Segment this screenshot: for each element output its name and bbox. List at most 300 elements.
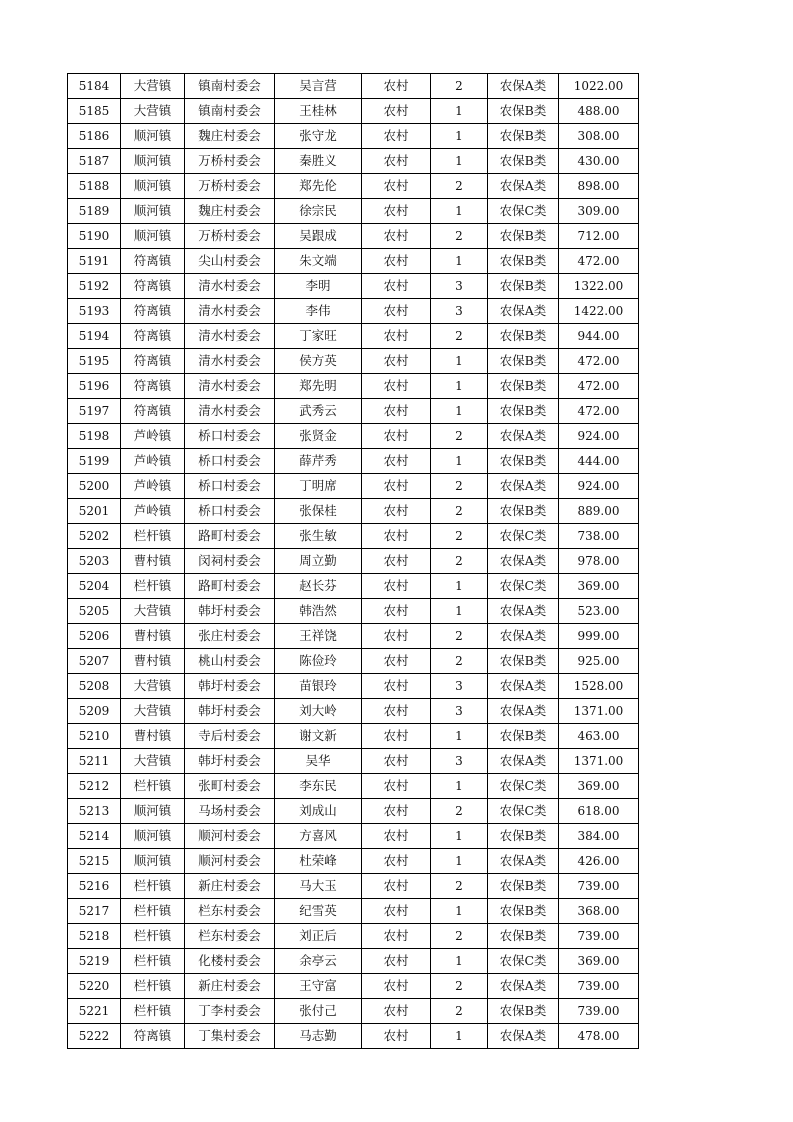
insurance-category-cell: 农保A类 [488, 1024, 559, 1049]
member-count-cell: 1 [431, 374, 488, 399]
name-cell: 刘成山 [275, 799, 362, 824]
name-cell: 吴华 [275, 749, 362, 774]
serial-number-cell: 5192 [68, 274, 121, 299]
name-cell: 方喜风 [275, 824, 362, 849]
town-cell: 顺河镇 [121, 149, 185, 174]
serial-number-cell: 5184 [68, 74, 121, 99]
village-committee-cell: 魏庄村委会 [185, 124, 275, 149]
village-committee-cell: 桃山村委会 [185, 649, 275, 674]
town-cell: 符离镇 [121, 324, 185, 349]
serial-number-cell: 5187 [68, 149, 121, 174]
member-count-cell: 2 [431, 799, 488, 824]
household-type-cell: 农村 [362, 199, 431, 224]
town-cell: 顺河镇 [121, 824, 185, 849]
table-row [68, 749, 639, 774]
table-row [68, 299, 639, 324]
name-cell: 马大玉 [275, 874, 362, 899]
town-cell: 顺河镇 [121, 799, 185, 824]
village-committee-cell: 镇南村委会 [185, 74, 275, 99]
town-cell: 大营镇 [121, 699, 185, 724]
amount-cell: 1371.00 [559, 699, 639, 724]
insurance-category-cell: 农保B类 [488, 124, 559, 149]
serial-number-cell: 5219 [68, 949, 121, 974]
village-committee-cell: 栏东村委会 [185, 924, 275, 949]
town-cell: 符离镇 [121, 399, 185, 424]
village-committee-cell: 桥口村委会 [185, 449, 275, 474]
town-cell: 栏杆镇 [121, 949, 185, 974]
town-cell: 大营镇 [121, 74, 185, 99]
insurance-category-cell: 农保B类 [488, 99, 559, 124]
table-row [68, 374, 639, 399]
serial-number-cell: 5218 [68, 924, 121, 949]
town-cell: 芦岭镇 [121, 474, 185, 499]
household-type-cell: 农村 [362, 674, 431, 699]
name-cell: 王守富 [275, 974, 362, 999]
serial-number-cell: 5210 [68, 724, 121, 749]
household-type-cell: 农村 [362, 849, 431, 874]
household-type-cell: 农村 [362, 974, 431, 999]
village-committee-cell: 魏庄村委会 [185, 199, 275, 224]
serial-number-cell: 5198 [68, 424, 121, 449]
table-row [68, 724, 639, 749]
table-row [68, 599, 639, 624]
amount-cell: 309.00 [559, 199, 639, 224]
serial-number-cell: 5220 [68, 974, 121, 999]
amount-cell: 739.00 [559, 999, 639, 1024]
insurance-category-cell: 农保A类 [488, 849, 559, 874]
household-type-cell: 农村 [362, 374, 431, 399]
household-type-cell: 农村 [362, 949, 431, 974]
amount-cell: 739.00 [559, 924, 639, 949]
amount-cell: 1422.00 [559, 299, 639, 324]
serial-number-cell: 5195 [68, 349, 121, 374]
town-cell: 栏杆镇 [121, 574, 185, 599]
amount-cell: 999.00 [559, 624, 639, 649]
town-cell: 大营镇 [121, 674, 185, 699]
town-cell: 符离镇 [121, 274, 185, 299]
name-cell: 秦胜义 [275, 149, 362, 174]
serial-number-cell: 5221 [68, 999, 121, 1024]
amount-cell: 368.00 [559, 899, 639, 924]
member-count-cell: 3 [431, 674, 488, 699]
village-committee-cell: 寺后村委会 [185, 724, 275, 749]
amount-cell: 925.00 [559, 649, 639, 674]
household-type-cell: 农村 [362, 799, 431, 824]
serial-number-cell: 5215 [68, 849, 121, 874]
town-cell: 栏杆镇 [121, 924, 185, 949]
amount-cell: 889.00 [559, 499, 639, 524]
name-cell: 周立勤 [275, 549, 362, 574]
serial-number-cell: 5200 [68, 474, 121, 499]
records-table-body [68, 74, 639, 1049]
member-count-cell: 2 [431, 649, 488, 674]
table-row [68, 549, 639, 574]
insurance-category-cell: 农保A类 [488, 549, 559, 574]
serial-number-cell: 5208 [68, 674, 121, 699]
insurance-category-cell: 农保B类 [488, 724, 559, 749]
household-type-cell: 农村 [362, 449, 431, 474]
serial-number-cell: 5217 [68, 899, 121, 924]
insurance-category-cell: 农保C类 [488, 574, 559, 599]
table-row [68, 674, 639, 699]
insurance-category-cell: 农保B类 [488, 349, 559, 374]
town-cell: 顺河镇 [121, 199, 185, 224]
member-count-cell: 2 [431, 224, 488, 249]
village-committee-cell: 桥口村委会 [185, 499, 275, 524]
table-row [68, 349, 639, 374]
insurance-category-cell: 农保C类 [488, 799, 559, 824]
household-type-cell: 农村 [362, 424, 431, 449]
table-row [68, 949, 639, 974]
name-cell: 张守龙 [275, 124, 362, 149]
insurance-category-cell: 农保A类 [488, 749, 559, 774]
name-cell: 韩浩然 [275, 599, 362, 624]
table-row [68, 174, 639, 199]
insurance-category-cell: 农保B类 [488, 249, 559, 274]
town-cell: 芦岭镇 [121, 449, 185, 474]
name-cell: 王祥饶 [275, 624, 362, 649]
table-row [68, 499, 639, 524]
household-type-cell: 农村 [362, 699, 431, 724]
town-cell: 栏杆镇 [121, 974, 185, 999]
serial-number-cell: 5202 [68, 524, 121, 549]
name-cell: 余亭云 [275, 949, 362, 974]
village-committee-cell: 清水村委会 [185, 324, 275, 349]
household-type-cell: 农村 [362, 99, 431, 124]
household-type-cell: 农村 [362, 624, 431, 649]
insurance-category-cell: 农保A类 [488, 424, 559, 449]
table-row [68, 249, 639, 274]
member-count-cell: 1 [431, 724, 488, 749]
member-count-cell: 2 [431, 324, 488, 349]
household-type-cell: 农村 [362, 349, 431, 374]
amount-cell: 472.00 [559, 249, 639, 274]
insurance-category-cell: 农保A类 [488, 699, 559, 724]
member-count-cell: 3 [431, 749, 488, 774]
table-row [68, 799, 639, 824]
member-count-cell: 3 [431, 699, 488, 724]
amount-cell: 472.00 [559, 374, 639, 399]
serial-number-cell: 5194 [68, 324, 121, 349]
insurance-category-cell: 农保B类 [488, 449, 559, 474]
household-type-cell: 农村 [362, 999, 431, 1024]
member-count-cell: 1 [431, 199, 488, 224]
amount-cell: 478.00 [559, 1024, 639, 1049]
serial-number-cell: 5186 [68, 124, 121, 149]
name-cell: 李明 [275, 274, 362, 299]
village-committee-cell: 张庄村委会 [185, 624, 275, 649]
member-count-cell: 1 [431, 349, 488, 374]
table-row [68, 999, 639, 1024]
member-count-cell: 2 [431, 974, 488, 999]
amount-cell: 472.00 [559, 399, 639, 424]
member-count-cell: 2 [431, 474, 488, 499]
member-count-cell: 2 [431, 174, 488, 199]
household-type-cell: 农村 [362, 924, 431, 949]
insurance-category-cell: 农保B类 [488, 499, 559, 524]
member-count-cell: 1 [431, 574, 488, 599]
serial-number-cell: 5204 [68, 574, 121, 599]
amount-cell: 924.00 [559, 424, 639, 449]
insurance-category-cell: 农保B类 [488, 224, 559, 249]
village-committee-cell: 新庄村委会 [185, 874, 275, 899]
insurance-category-cell: 农保C类 [488, 774, 559, 799]
serial-number-cell: 5222 [68, 1024, 121, 1049]
table-row [68, 124, 639, 149]
village-committee-cell: 万桥村委会 [185, 149, 275, 174]
amount-cell: 898.00 [559, 174, 639, 199]
table-row [68, 924, 639, 949]
town-cell: 曹村镇 [121, 649, 185, 674]
village-committee-cell: 顺河村委会 [185, 849, 275, 874]
serial-number-cell: 5196 [68, 374, 121, 399]
town-cell: 栏杆镇 [121, 874, 185, 899]
serial-number-cell: 5190 [68, 224, 121, 249]
serial-number-cell: 5213 [68, 799, 121, 824]
amount-cell: 739.00 [559, 874, 639, 899]
table-row [68, 1024, 639, 1049]
household-type-cell: 农村 [362, 549, 431, 574]
name-cell: 吴跟成 [275, 224, 362, 249]
amount-cell: 944.00 [559, 324, 639, 349]
name-cell: 刘正后 [275, 924, 362, 949]
village-committee-cell: 尖山村委会 [185, 249, 275, 274]
name-cell: 赵长芬 [275, 574, 362, 599]
table-row [68, 474, 639, 499]
member-count-cell: 2 [431, 499, 488, 524]
member-count-cell: 3 [431, 274, 488, 299]
insurance-category-cell: 农保B类 [488, 399, 559, 424]
serial-number-cell: 5188 [68, 174, 121, 199]
member-count-cell: 1 [431, 399, 488, 424]
household-type-cell: 农村 [362, 324, 431, 349]
serial-number-cell: 5193 [68, 299, 121, 324]
town-cell: 栏杆镇 [121, 899, 185, 924]
name-cell: 谢文新 [275, 724, 362, 749]
insurance-category-cell: 农保B类 [488, 649, 559, 674]
household-type-cell: 农村 [362, 474, 431, 499]
village-committee-cell: 清水村委会 [185, 299, 275, 324]
member-count-cell: 1 [431, 899, 488, 924]
member-count-cell: 2 [431, 524, 488, 549]
amount-cell: 738.00 [559, 524, 639, 549]
town-cell: 符离镇 [121, 1024, 185, 1049]
name-cell: 徐宗民 [275, 199, 362, 224]
village-committee-cell: 顺河村委会 [185, 824, 275, 849]
amount-cell: 523.00 [559, 599, 639, 624]
household-type-cell: 农村 [362, 499, 431, 524]
household-type-cell: 农村 [362, 899, 431, 924]
amount-cell: 308.00 [559, 124, 639, 149]
amount-cell: 444.00 [559, 449, 639, 474]
serial-number-cell: 5207 [68, 649, 121, 674]
household-type-cell: 农村 [362, 574, 431, 599]
member-count-cell: 2 [431, 999, 488, 1024]
serial-number-cell: 5199 [68, 449, 121, 474]
town-cell: 符离镇 [121, 349, 185, 374]
village-committee-cell: 桥口村委会 [185, 424, 275, 449]
household-type-cell: 农村 [362, 1024, 431, 1049]
village-committee-cell: 韩圩村委会 [185, 699, 275, 724]
town-cell: 大营镇 [121, 599, 185, 624]
insurance-category-cell: 农保B类 [488, 899, 559, 924]
member-count-cell: 1 [431, 824, 488, 849]
village-committee-cell: 路町村委会 [185, 524, 275, 549]
table-row [68, 149, 639, 174]
insurance-category-cell: 农保B类 [488, 149, 559, 174]
village-committee-cell: 丁集村委会 [185, 1024, 275, 1049]
name-cell: 吴言营 [275, 74, 362, 99]
village-committee-cell: 桥口村委会 [185, 474, 275, 499]
amount-cell: 472.00 [559, 349, 639, 374]
serial-number-cell: 5216 [68, 874, 121, 899]
name-cell: 王桂林 [275, 99, 362, 124]
name-cell: 苗银玲 [275, 674, 362, 699]
household-type-cell: 农村 [362, 524, 431, 549]
village-committee-cell: 化楼村委会 [185, 949, 275, 974]
serial-number-cell: 5214 [68, 824, 121, 849]
town-cell: 曹村镇 [121, 624, 185, 649]
table-row [68, 399, 639, 424]
household-type-cell: 农村 [362, 249, 431, 274]
insurance-category-cell: 农保B类 [488, 924, 559, 949]
member-count-cell: 1 [431, 449, 488, 474]
town-cell: 符离镇 [121, 249, 185, 274]
member-count-cell: 1 [431, 1024, 488, 1049]
village-committee-cell: 韩圩村委会 [185, 674, 275, 699]
table-row [68, 774, 639, 799]
household-type-cell: 农村 [362, 649, 431, 674]
name-cell: 张贤金 [275, 424, 362, 449]
village-committee-cell: 清水村委会 [185, 374, 275, 399]
village-committee-cell: 清水村委会 [185, 349, 275, 374]
insurance-category-cell: 农保A类 [488, 299, 559, 324]
amount-cell: 618.00 [559, 799, 639, 824]
village-committee-cell: 马场村委会 [185, 799, 275, 824]
town-cell: 栏杆镇 [121, 999, 185, 1024]
member-count-cell: 1 [431, 99, 488, 124]
serial-number-cell: 5201 [68, 499, 121, 524]
records-table [67, 73, 639, 1049]
table-row [68, 974, 639, 999]
town-cell: 芦岭镇 [121, 499, 185, 524]
serial-number-cell: 5209 [68, 699, 121, 724]
insurance-category-cell: 农保C类 [488, 524, 559, 549]
amount-cell: 1371.00 [559, 749, 639, 774]
village-committee-cell: 清水村委会 [185, 274, 275, 299]
insurance-category-cell: 农保A类 [488, 674, 559, 699]
name-cell: 郑先明 [275, 374, 362, 399]
insurance-category-cell: 农保A类 [488, 624, 559, 649]
amount-cell: 369.00 [559, 574, 639, 599]
household-type-cell: 农村 [362, 774, 431, 799]
town-cell: 符离镇 [121, 374, 185, 399]
household-type-cell: 农村 [362, 599, 431, 624]
amount-cell: 384.00 [559, 824, 639, 849]
name-cell: 纪雪英 [275, 899, 362, 924]
name-cell: 朱文端 [275, 249, 362, 274]
amount-cell: 739.00 [559, 974, 639, 999]
village-committee-cell: 路町村委会 [185, 574, 275, 599]
household-type-cell: 农村 [362, 399, 431, 424]
serial-number-cell: 5203 [68, 549, 121, 574]
serial-number-cell: 5206 [68, 624, 121, 649]
member-count-cell: 2 [431, 624, 488, 649]
name-cell: 杜荣峰 [275, 849, 362, 874]
name-cell: 马志勤 [275, 1024, 362, 1049]
village-committee-cell: 丁李村委会 [185, 999, 275, 1024]
table-row [68, 849, 639, 874]
town-cell: 顺河镇 [121, 174, 185, 199]
household-type-cell: 农村 [362, 124, 431, 149]
table-row [68, 224, 639, 249]
member-count-cell: 2 [431, 74, 488, 99]
household-type-cell: 农村 [362, 874, 431, 899]
amount-cell: 978.00 [559, 549, 639, 574]
name-cell: 郑先伦 [275, 174, 362, 199]
member-count-cell: 1 [431, 599, 488, 624]
amount-cell: 1022.00 [559, 74, 639, 99]
amount-cell: 1528.00 [559, 674, 639, 699]
household-type-cell: 农村 [362, 224, 431, 249]
household-type-cell: 农村 [362, 824, 431, 849]
member-count-cell: 1 [431, 124, 488, 149]
amount-cell: 1322.00 [559, 274, 639, 299]
table-row [68, 699, 639, 724]
household-type-cell: 农村 [362, 149, 431, 174]
member-count-cell: 1 [431, 249, 488, 274]
member-count-cell: 1 [431, 149, 488, 174]
insurance-category-cell: 农保B类 [488, 324, 559, 349]
insurance-category-cell: 农保B类 [488, 374, 559, 399]
serial-number-cell: 5197 [68, 399, 121, 424]
village-committee-cell: 清水村委会 [185, 399, 275, 424]
serial-number-cell: 5185 [68, 99, 121, 124]
table-row [68, 574, 639, 599]
insurance-category-cell: 农保A类 [488, 174, 559, 199]
table-row [68, 624, 639, 649]
amount-cell: 712.00 [559, 224, 639, 249]
insurance-category-cell: 农保A类 [488, 74, 559, 99]
name-cell: 丁家旺 [275, 324, 362, 349]
table-row [68, 899, 639, 924]
member-count-cell: 1 [431, 774, 488, 799]
name-cell: 侯方英 [275, 349, 362, 374]
town-cell: 顺河镇 [121, 124, 185, 149]
town-cell: 芦岭镇 [121, 424, 185, 449]
town-cell: 大营镇 [121, 99, 185, 124]
serial-number-cell: 5211 [68, 749, 121, 774]
town-cell: 曹村镇 [121, 724, 185, 749]
village-committee-cell: 镇南村委会 [185, 99, 275, 124]
town-cell: 大营镇 [121, 749, 185, 774]
amount-cell: 369.00 [559, 774, 639, 799]
household-type-cell: 农村 [362, 724, 431, 749]
amount-cell: 430.00 [559, 149, 639, 174]
table-row [68, 649, 639, 674]
table-row [68, 524, 639, 549]
town-cell: 曹村镇 [121, 549, 185, 574]
town-cell: 顺河镇 [121, 224, 185, 249]
serial-number-cell: 5212 [68, 774, 121, 799]
household-type-cell: 农村 [362, 174, 431, 199]
village-committee-cell: 闵祠村委会 [185, 549, 275, 574]
name-cell: 丁明席 [275, 474, 362, 499]
table-row [68, 874, 639, 899]
table-row [68, 99, 639, 124]
insurance-category-cell: 农保B类 [488, 999, 559, 1024]
amount-cell: 488.00 [559, 99, 639, 124]
